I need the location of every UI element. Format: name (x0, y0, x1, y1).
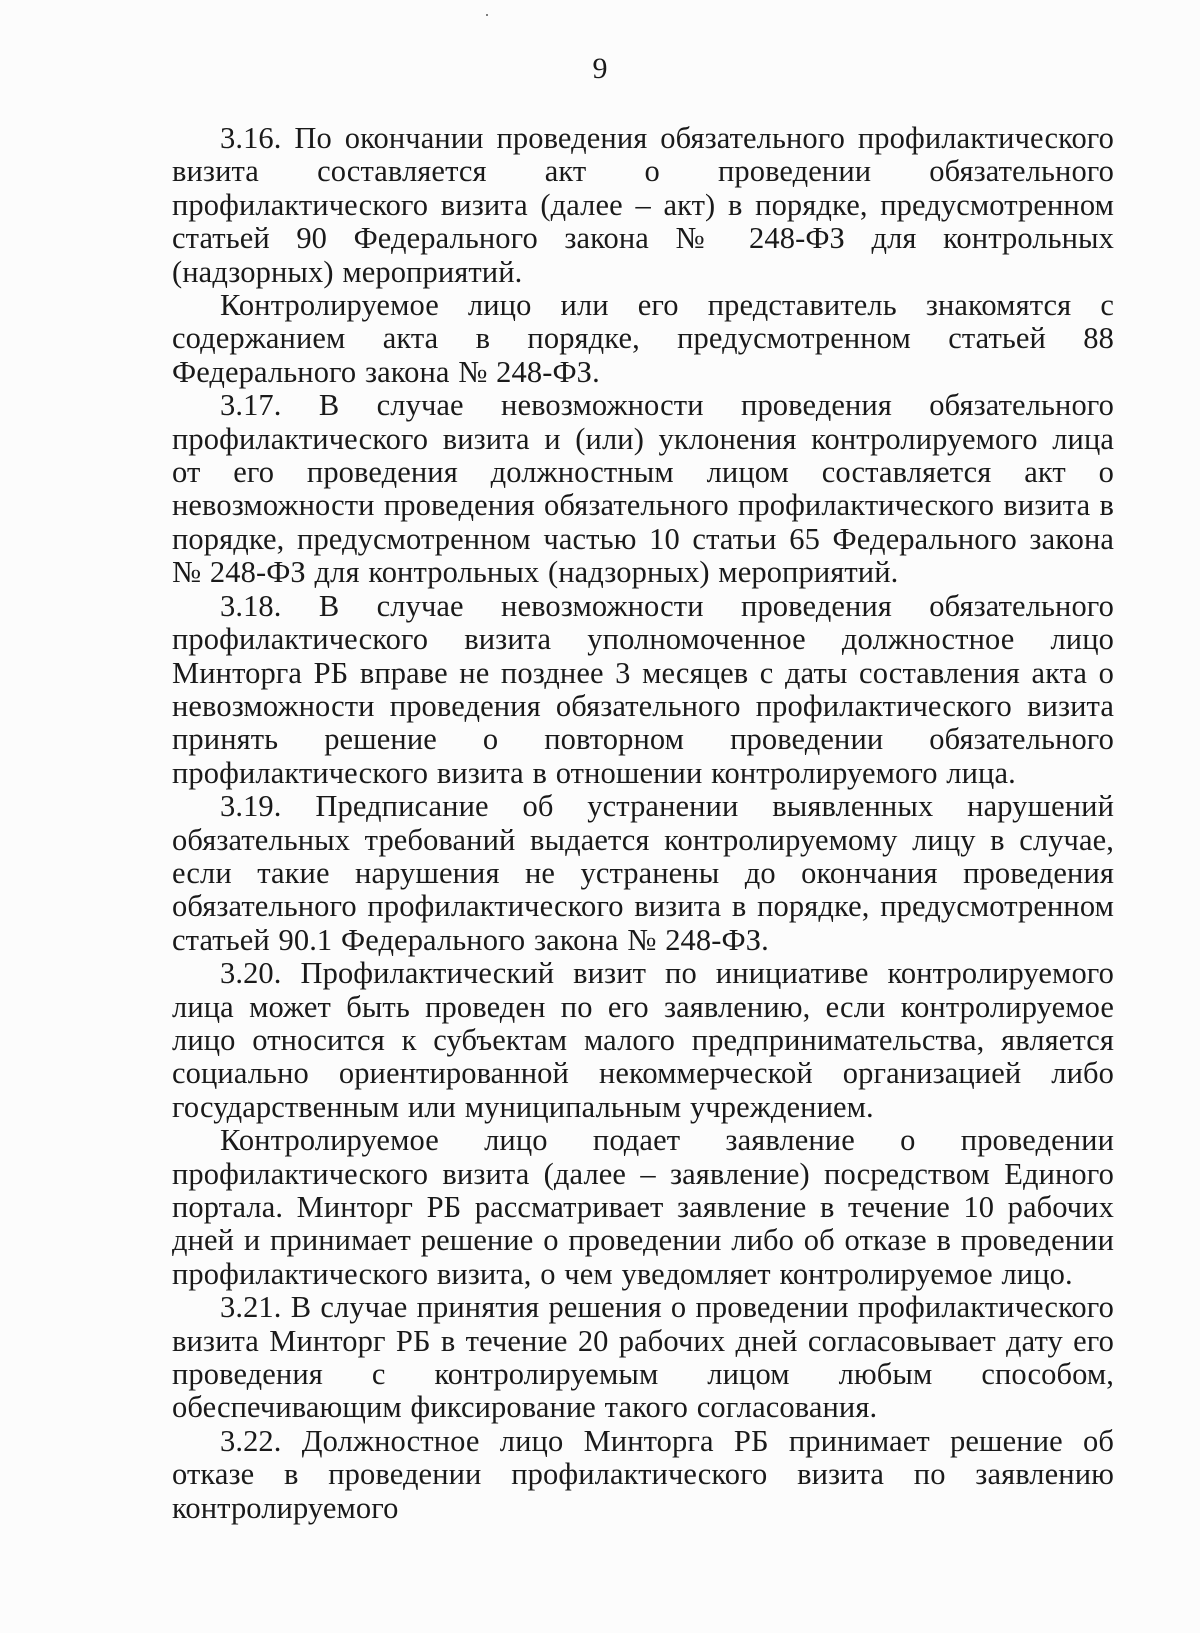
paragraph-3-22: 3.22. Должностное лицо Минторга РБ принимает решение об отказе в проведении профилактического визита по заявлению контролируемого (172, 1423, 1114, 1525)
paragraph-3-20: 3.20. Профилактический визит по инициативе контролируемого лица может быть проведен по его заявлению, если контролируемое лицо относится к субъектам малого предпринимательства, является социально ориентированной некоммерческой организацией либо государственным или муниципальным учреждением. (172, 956, 1114, 1124)
page-number: 9 (592, 52, 608, 85)
scan-speck (486, 14, 488, 16)
paragraph-3-16-review: Контролируемое лицо или его представитель знакомятся с содержанием акта в порядке, предусмотренном статьей 88 Федерального закона № 248-ФЗ. (172, 288, 1114, 389)
paragraph-3-18: 3.18. В случае невозможности проведения обязательного профилактического визита уполномоченное должностное лицо Минторга РБ вправе не позднее 3 месяцев с даты составления акта о невозможности проведения обязательного профилактического визита принять решение о повторном проведении обязательного профилактического визита в отношении контролируемого лица. (172, 588, 1114, 790)
paragraph-3-19: 3.19. Предписание об устранении выявленных нарушений обязательных требований выдается контролируемому лицу в случае, если такие нарушения не устранены до окончания проведения обязательного профилактического визита в порядке, предусмотренном статьей 90.1 Федерального закона № 248-ФЗ. (172, 789, 1114, 957)
paragraph-3-16: 3.16. По окончании проведения обязательного профилактического визита составляется акт о проведении обязательного профилактического визита (далее – акт) в порядке, предусмотренном статьей 90 Федерального закона № 248-ФЗ для контрольных (надзорных) мероприятий. (172, 121, 1114, 289)
paragraph-3-20-application: Контролируемое лицо подает заявление о проведении профилактического визита (далее – заявление) посредством Единого портала. Минторг РБ рассматривает заявление в течение 10 рабочих дней и принимает решение о проведении либо об отказе в проведении профилактического визита, о чем уведомляет контролируемое лицо. (172, 1123, 1114, 1291)
paragraph-3-17: 3.17. В случае невозможности проведения обязательного профилактического визита и (или) уклонения контролируемого лица от его проведения должностным лицом составляется акт о невозможности проведения обязательного профилактического визита в порядке, предусмотренном частью 10 статьи 65 Федерального закона № 248-ФЗ для контрольных (надзорных) мероприятий. (172, 388, 1114, 590)
paragraph-3-21: 3.21. В случае принятия решения о проведении профилактического визита Минторг РБ в течение 20 рабочих дней согласовывает дату его проведения с контролируемым лицом любым способом, обеспечивающим фиксирование такого согласования. (172, 1290, 1114, 1425)
document-body (172, 122, 1114, 1525)
